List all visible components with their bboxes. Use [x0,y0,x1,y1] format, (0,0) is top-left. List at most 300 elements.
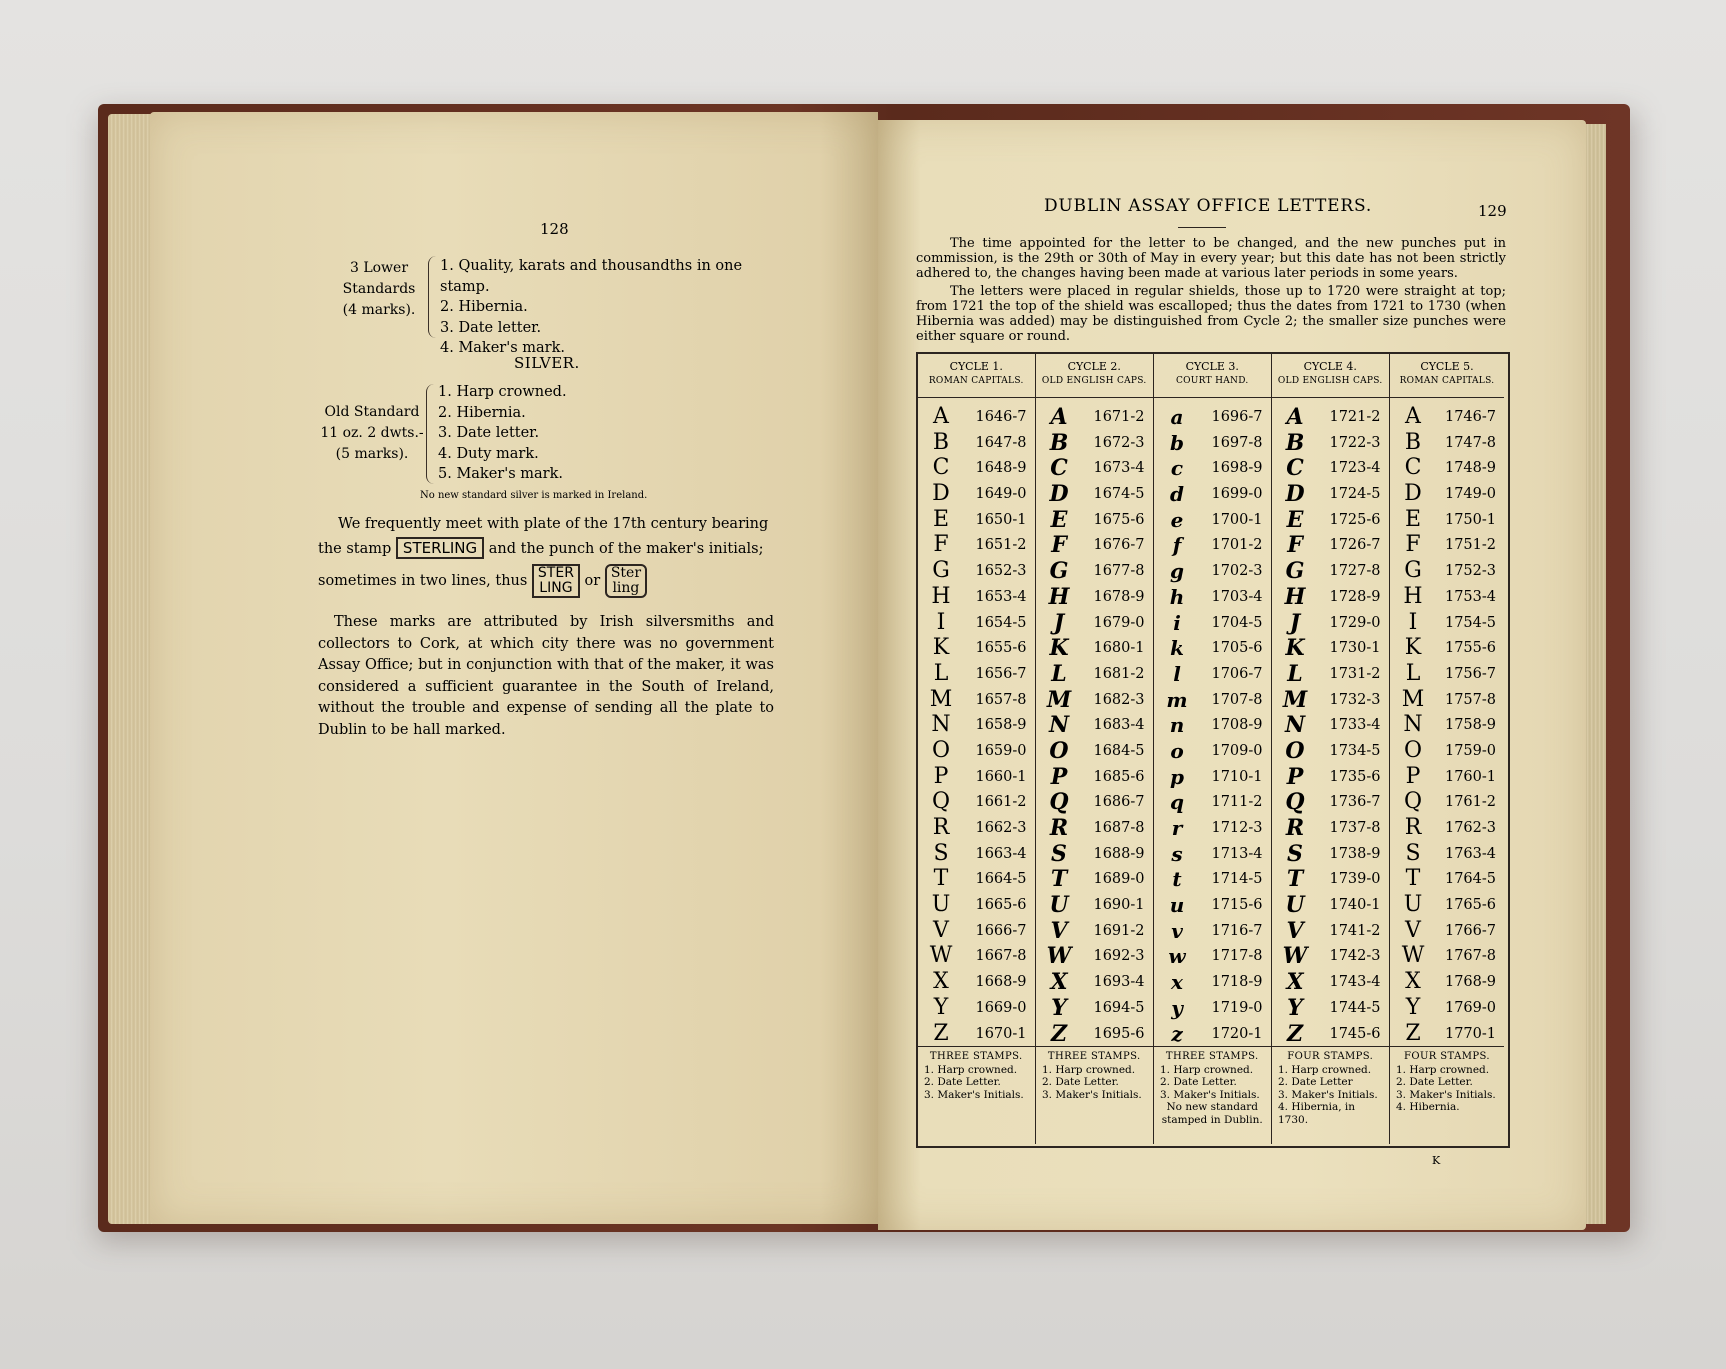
date-range: 1646-7 [975,409,1027,425]
date-range: 1726-7 [1329,537,1381,554]
cycle-footer [1390,1046,1504,1142]
date-range: 1702-3 [1211,563,1263,580]
cycle-rows [1036,404,1153,1046]
date-range: 1729-0 [1329,614,1381,631]
table-row [918,610,1035,636]
date-letter: c [1170,456,1184,481]
table-row [1154,1021,1271,1047]
table-row [1154,764,1271,790]
cycle-header [1036,354,1153,398]
date-letter: k [1170,636,1184,661]
table-row [1154,687,1271,713]
table-row [918,969,1035,995]
date-letter: X [1405,969,1421,995]
date-range: 1658-9 [975,717,1027,734]
date-range: 1748-9 [1444,460,1496,477]
date-range: 1755-6 [1444,640,1496,657]
date-letter: w [1168,944,1186,969]
table-row [1390,892,1504,918]
text: sometimes in two lines, thus [318,573,528,589]
assay-letters-table [916,352,1510,1148]
date-letter: O [1403,737,1423,763]
date-letter: A [933,404,949,429]
table-row [1272,789,1389,815]
table-row [1272,610,1389,636]
table-row [918,943,1035,969]
table-row [1390,455,1504,481]
cycle-footer [918,1046,1035,1142]
footer-item: 2. Date Letter. [1160,1076,1237,1088]
date-letter: F [1287,532,1303,559]
date-letter: U [1403,892,1423,918]
date-letter: P [1050,763,1068,790]
date-range: 1652-3 [975,563,1027,580]
label-line: 11 oz. 2 dwts.- [320,425,424,441]
date-range: 1692-3 [1093,948,1145,965]
date-letter: H [931,583,951,609]
date-range: 1747-8 [1444,434,1496,451]
date-letter: b [1170,430,1184,455]
date-letter: D [1404,481,1422,507]
footer-item: No new standard [1166,1101,1258,1113]
date-letter: P [1286,763,1304,790]
date-letter: H [1403,583,1423,609]
date-letter: B [1049,429,1069,456]
table-row [1154,969,1271,995]
date-letter: F [1051,532,1067,559]
date-range: 1768-9 [1444,974,1496,991]
table-row [1154,481,1271,507]
page-number-left: 128 [540,220,569,238]
date-letter: N [1403,712,1423,738]
date-letter: X [1286,969,1304,996]
cycle-header [918,354,1035,398]
date-range: 1682-3 [1093,691,1145,708]
table-row [1272,712,1389,738]
table-row [1154,738,1271,764]
signature-mark: K [1432,1154,1441,1167]
date-range: 1674-5 [1093,486,1145,503]
table-row [918,738,1035,764]
table-row [1154,789,1271,815]
table-row [1390,584,1504,610]
silver-heading: SILVER. [514,354,580,372]
date-range: 1765-6 [1444,897,1496,914]
date-range: 1669-0 [975,999,1027,1016]
date-range: 1662-3 [975,820,1027,836]
date-letter: m [1166,687,1188,712]
table-row [1390,969,1504,995]
date-letter: L [1405,660,1421,686]
table-row [1036,918,1153,944]
date-range: 1725-6 [1329,511,1381,528]
date-letter: C [1286,455,1304,482]
table-row [918,764,1035,790]
date-letter: T [1050,866,1068,893]
list-item: 2. Hibernia. [438,404,526,421]
cycle-subtitle: OLD ENGLISH CAPS. [1041,376,1147,386]
brace [426,384,435,484]
label-line: 3 Lower [349,260,409,276]
page-title-right: DUBLIN ASSAY OFFICE LETTERS. [1044,196,1373,216]
list-item: 3. Date letter. [438,425,540,441]
date-letter: Y [1287,994,1303,1021]
date-range: 1654-5 [975,614,1027,631]
date-range: 1736-7 [1329,794,1381,811]
label-line: (4 marks). [342,302,416,318]
table-row [918,918,1035,944]
table-row [1390,866,1504,892]
date-letter: M [1401,686,1425,712]
table-row [1390,764,1504,790]
cycle-footer [1154,1046,1271,1142]
brace [428,256,437,338]
table-row [1036,430,1153,456]
date-letter: F [1405,532,1421,558]
list-item: 3. Date letter. [440,319,542,336]
date-letter: S [1051,840,1067,867]
date-range: 1743-4 [1329,974,1381,991]
date-range: 1723-4 [1329,460,1381,477]
date-letter: R [1285,815,1305,841]
date-letter: L [1287,660,1303,687]
date-letter: L [933,660,949,686]
date-range: 1675-6 [1093,511,1145,528]
table-row [1272,404,1389,430]
date-letter: T [933,866,949,892]
table-row [1272,455,1389,481]
date-range: 1713-4 [1211,845,1263,862]
date-letter: G [1404,558,1422,584]
date-letter: v [1171,918,1183,943]
table-row [1272,892,1389,918]
table-row [918,841,1035,867]
lower-standards-label [338,258,420,321]
old-standard-list [438,382,758,485]
date-letter: I [1408,609,1418,635]
date-range: 1679-0 [1093,614,1145,631]
cycle-subtitle: COURT HAND. [1175,376,1249,386]
date-letter: K [1285,635,1305,662]
table-row [1154,610,1271,636]
date-range: 1647-8 [975,434,1027,451]
table-row [1390,481,1504,507]
table-row [1036,507,1153,533]
table-row [1036,661,1153,687]
date-range: 1706-7 [1211,665,1263,682]
intro-paragraph-1: The time appointed for the letter to be changed, and the new punches put in commission, is the 29th or 30th of May in every year; but this date has not been strictly adhered to, the changes having been made at various later periods in some years. [916,236,1506,281]
date-letter: t [1172,867,1182,892]
date-letter: S [1287,840,1303,867]
date-range: 1761-2 [1444,794,1496,811]
list-item: 1. Quality, karats and thousandths in one stamp. [440,258,743,295]
date-range: 1740-1 [1329,897,1381,914]
table-row [1154,712,1271,738]
date-letter: i [1173,610,1181,635]
table-row [1036,712,1153,738]
ster-ling-stamp [532,564,580,598]
date-range: 1745-6 [1329,1025,1381,1042]
table-row [1154,866,1271,892]
date-range: 1678-9 [1093,588,1145,605]
date-letter: S [1405,840,1421,866]
table-row [1154,430,1271,456]
table-row [1272,481,1389,507]
date-range: 1721-2 [1329,409,1381,425]
date-letter: A [1286,404,1304,430]
date-letter: M [929,686,953,712]
paragraph-1-line-3 [318,564,778,598]
date-range: 1728-9 [1329,588,1381,605]
table-row [1036,815,1153,841]
date-letter: C [932,455,950,481]
date-range: 1670-1 [975,1025,1027,1042]
date-letter: Z [933,1020,949,1046]
date-range: 1731-2 [1329,665,1381,682]
table-row [1036,943,1153,969]
date-range: 1766-7 [1444,922,1496,939]
date-range: 1701-2 [1211,537,1263,554]
date-letter: B [1285,429,1305,456]
table-row [918,712,1035,738]
table-row [1036,558,1153,584]
cycle-title: CYCLE 5. [1420,360,1474,373]
date-range: 1744-5 [1329,999,1381,1016]
date-range: 1709-0 [1211,742,1263,759]
table-row [1390,635,1504,661]
table-row [1036,584,1153,610]
footer-item: 2. Date Letter [1278,1076,1353,1088]
date-letter: K [1404,635,1422,661]
date-range: 1732-3 [1329,691,1381,708]
table-row [1154,841,1271,867]
date-range: 1735-6 [1329,768,1381,785]
table-row [1272,507,1389,533]
date-letter: Q [1049,789,1069,816]
date-letter: T [1286,866,1304,893]
table-row [1390,815,1504,841]
date-range: 1769-0 [1444,999,1496,1016]
date-letter: p [1170,764,1184,789]
date-range: 1653-4 [975,588,1027,605]
date-letter: J [1289,609,1301,636]
date-range: 1763-4 [1444,845,1496,862]
date-letter: Y [1405,994,1421,1020]
table-row [1272,764,1389,790]
date-letter: U [931,892,951,918]
label-line: Old Standard [324,404,420,420]
stamp-line: Ster [610,565,642,581]
footer-title: THREE STAMPS. [1047,1051,1141,1062]
table-row [1272,738,1389,764]
date-letter: X [933,969,949,995]
date-letter: E [932,506,950,532]
date-letter: q [1170,790,1184,815]
date-letter: Q [931,789,951,815]
date-range: 1742-3 [1329,948,1381,965]
date-letter: Y [933,994,949,1020]
table-row [1154,815,1271,841]
footer-item: 3. Maker's Initials. [1042,1088,1142,1101]
table-row [1272,943,1389,969]
date-letter: r [1171,816,1183,840]
date-letter: L [1051,660,1067,687]
date-letter: K [932,635,950,661]
date-letter: G [932,558,950,584]
date-letter: e [1170,507,1184,532]
table-row [1390,918,1504,944]
table-row [1390,532,1504,558]
cycle-column [1154,354,1272,1144]
cycle-rows [918,404,1035,1046]
table-row [1390,995,1504,1021]
date-letter: Y [1051,994,1067,1021]
table-row [1036,892,1153,918]
date-range: 1727-8 [1329,563,1381,580]
date-letter: I [936,609,946,635]
date-range: 1756-7 [1444,665,1496,682]
table-row [1390,738,1504,764]
table-row [918,455,1035,481]
date-range: 1704-5 [1211,614,1263,631]
table-row [1154,532,1271,558]
date-range: 1741-2 [1329,922,1381,939]
date-range: 1685-6 [1093,768,1145,785]
date-letter: Q [1403,789,1423,815]
cycle-rows [1390,404,1504,1046]
cycle-column [918,354,1036,1144]
date-letter: Q [1285,789,1305,816]
table-row [1036,610,1153,636]
date-letter: Z [1050,1020,1068,1047]
date-letter: P [933,763,949,789]
date-letter: S [933,840,949,866]
text: and the punch of the maker's initials; [488,541,764,557]
table-row [918,558,1035,584]
cycle-rows [1154,404,1271,1046]
date-range: 1757-8 [1444,691,1496,708]
date-letter: R [932,815,950,840]
date-range: 1691-2 [1093,922,1145,939]
date-range: 1672-3 [1093,434,1145,451]
date-range: 1754-5 [1444,614,1496,631]
date-letter: g [1170,559,1184,584]
date-range: 1700-1 [1211,511,1263,528]
date-range: 1753-4 [1444,588,1496,605]
footer-item: 1. Harp crowned. [1396,1063,1490,1076]
date-letter: G [1285,558,1305,585]
date-letter: C [1404,455,1422,481]
date-range: 1724-5 [1329,486,1381,503]
table-row [918,995,1035,1021]
cycle-rows [1272,404,1389,1046]
date-range: 1660-1 [975,768,1027,785]
table-row [918,815,1035,841]
table-row [1390,507,1504,533]
table-row [918,687,1035,713]
table-row [1272,841,1389,867]
table-row [1036,969,1153,995]
date-range: 1649-0 [975,486,1027,503]
date-letter: U [1285,892,1305,919]
table-row [1390,661,1504,687]
table-row [1272,866,1389,892]
table-row [1036,866,1153,892]
date-letter: Z [1286,1020,1304,1047]
intro-paragraph-2: The letters were placed in regular shields, those up to 1720 were straight at top; from 1721 the top of the shield was escalloped; thus the dates from 1721 to 1730 (when Hibernia was added) may be distinguished from Cycle 2; the smaller size punches were either square or round. [916,284,1506,344]
date-letter: x [1171,970,1183,995]
date-range: 1759-0 [1444,742,1496,759]
date-range: 1656-7 [975,665,1027,682]
date-letter: V [1286,917,1304,944]
date-letter: a [1170,405,1184,429]
footer-item: 2. Date Letter. [1042,1076,1119,1088]
date-range: 1681-2 [1093,665,1145,682]
date-letter: H [1284,583,1306,610]
date-range: 1762-3 [1444,820,1496,836]
table-row [1036,841,1153,867]
ster-ling-lower-stamp [605,564,647,598]
date-range: 1680-1 [1093,640,1145,657]
cycle-subtitle: ROMAN CAPITALS. [1399,376,1495,386]
date-range: 1688-9 [1093,845,1145,862]
date-range: 1710-1 [1211,768,1263,785]
date-letter: s [1171,841,1183,866]
old-standard-label [320,402,424,465]
date-letter: n [1169,713,1185,738]
date-range: 1707-8 [1211,691,1263,708]
date-range: 1665-6 [975,897,1027,914]
date-letter: Z [1405,1020,1421,1046]
date-range: 1667-8 [975,948,1027,965]
date-range: 1708-9 [1211,717,1263,734]
table-row [1390,943,1504,969]
date-range: 1651-2 [975,537,1027,554]
table-row [918,584,1035,610]
date-range: 1663-4 [975,845,1027,862]
date-range: 1698-9 [1211,460,1263,477]
text: the stamp [318,541,392,557]
title-rule [1178,227,1226,228]
date-letter: D [932,481,950,507]
footer-item: 4. Hibernia, in 1730. [1278,1101,1356,1126]
cycle-column [1036,354,1154,1144]
date-letter: R [1049,815,1069,841]
table-row [1154,943,1271,969]
date-range: 1737-8 [1329,820,1381,836]
table-row [1272,995,1389,1021]
table-row [918,404,1035,430]
date-range: 1655-6 [975,640,1027,657]
cycle-title: CYCLE 1. [949,360,1003,373]
date-letter: M [1282,686,1308,713]
date-range: 1718-9 [1211,974,1263,991]
date-letter: D [1049,481,1069,508]
date-letter: C [1050,455,1068,482]
footer-title: THREE STAMPS. [929,1051,1023,1062]
date-range: 1671-2 [1093,409,1145,425]
cycle-title: CYCLE 3. [1185,360,1239,373]
date-range: 1693-4 [1093,974,1145,991]
list-item: 5. Maker's mark. [438,466,563,482]
date-range: 1690-1 [1093,897,1145,914]
date-letter: U [1049,892,1069,919]
date-letter: h [1169,584,1185,609]
table-row [1036,738,1153,764]
list-item: 2. Hibernia. [440,299,528,315]
table-row [1390,712,1504,738]
table-row [1390,687,1504,713]
